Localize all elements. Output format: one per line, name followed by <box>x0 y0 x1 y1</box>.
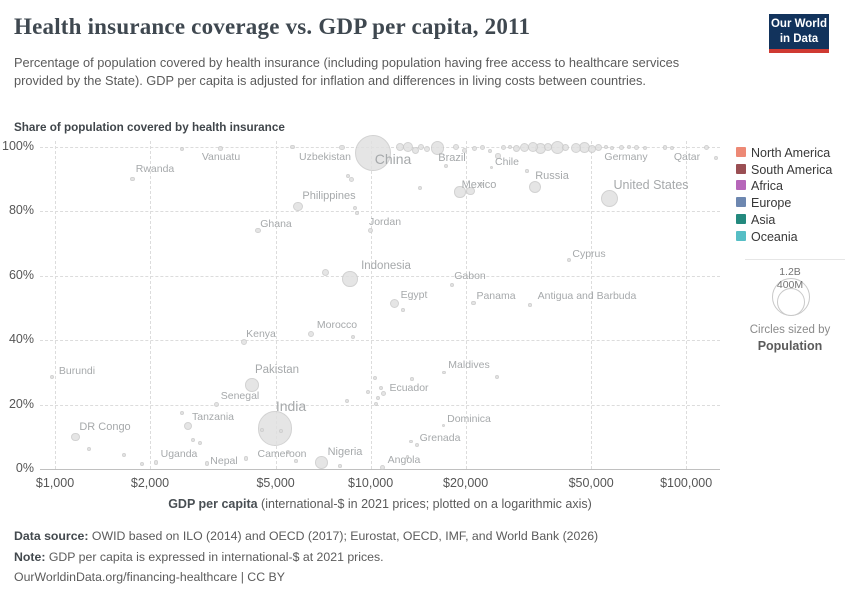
data-point-pakistan[interactable] <box>245 378 259 392</box>
country-label: Tanzania <box>191 411 235 423</box>
data-point[interactable] <box>444 164 448 168</box>
data-point-vanuatu[interactable] <box>218 146 223 151</box>
data-point[interactable] <box>396 143 404 151</box>
data-point-antigua-and-barbuda[interactable] <box>528 303 532 307</box>
data-point-dr-congo[interactable] <box>71 433 79 441</box>
data-point-chile[interactable] <box>495 153 500 158</box>
country-label: Vanuatu <box>201 151 241 163</box>
footer-source-text: OWID based on ILO (2014) and OECD (2017); Eurostat, OECD, IMF, and World Bank (2026) <box>88 529 599 543</box>
size-legend-inner-circle <box>777 288 805 316</box>
data-point[interactable] <box>714 156 718 160</box>
data-point-grenada[interactable] <box>409 440 413 444</box>
data-point-russia[interactable] <box>529 181 541 193</box>
country-label: Cameroon <box>257 448 307 460</box>
legend-label-south-america: South America <box>751 162 833 177</box>
data-point[interactable] <box>418 186 422 190</box>
footer-data-source <box>14 529 598 543</box>
data-point[interactable] <box>472 146 477 151</box>
country-label: Ecuador <box>389 382 429 394</box>
data-point[interactable] <box>528 142 538 152</box>
data-point[interactable] <box>501 145 506 150</box>
country-label: Morocco <box>316 319 358 331</box>
data-point-ecuador[interactable] <box>381 391 386 396</box>
size-legend-caption: Circles sized by <box>749 324 831 336</box>
data-point[interactable] <box>180 411 184 415</box>
data-point[interactable] <box>286 450 290 454</box>
data-point[interactable] <box>279 429 283 433</box>
country-label: India <box>275 398 307 414</box>
data-point-philippines[interactable] <box>293 202 303 212</box>
y-tick-label: 20% <box>8 396 34 411</box>
data-point-nepal[interactable] <box>205 461 210 466</box>
country-label: Qatar <box>673 151 701 163</box>
data-point[interactable] <box>322 269 329 276</box>
data-point-tanzania[interactable] <box>184 422 192 430</box>
data-point[interactable] <box>520 143 529 152</box>
data-point[interactable] <box>488 149 492 153</box>
x-tick-label: $20,000 <box>443 476 489 490</box>
data-point[interactable] <box>571 143 581 153</box>
x-gridline <box>55 141 56 469</box>
data-point-maldives[interactable] <box>442 371 446 375</box>
data-point[interactable] <box>453 144 459 150</box>
data-point-angola[interactable] <box>380 465 385 470</box>
data-point[interactable] <box>562 144 569 151</box>
footer-note-label: Note: <box>14 550 46 564</box>
country-label: Senegal <box>220 390 260 402</box>
country-label: Antigua and Barbuda <box>537 290 637 302</box>
country-label: Panama <box>476 290 516 302</box>
country-label: Mexico <box>461 179 497 191</box>
data-point[interactable] <box>338 464 342 468</box>
x-axis-title <box>40 497 720 511</box>
legend-label-asia: Asia <box>751 212 776 227</box>
data-point[interactable] <box>410 377 414 381</box>
x-axis-title-rest: (international-$ in 2021 prices; plotted on a logarithmic axis) <box>257 497 592 511</box>
legend-swatch-north-america <box>736 147 746 157</box>
country-label: Egypt <box>400 289 428 301</box>
country-label: Chile <box>495 156 519 168</box>
data-point[interactable] <box>418 144 424 150</box>
x-axis-title-bold: GDP per capita <box>168 497 258 511</box>
country-label: Cyprus <box>572 248 606 260</box>
data-point-egypt[interactable] <box>390 299 399 308</box>
data-point[interactable] <box>466 187 474 195</box>
data-point[interactable] <box>462 148 467 153</box>
data-point[interactable] <box>180 147 184 151</box>
data-point[interactable] <box>619 145 624 150</box>
data-point[interactable] <box>479 182 483 186</box>
legend-label-north-america: North America <box>751 146 831 160</box>
data-point[interactable] <box>373 376 377 380</box>
data-point[interactable] <box>374 402 378 406</box>
data-point[interactable] <box>353 206 357 210</box>
data-point-dominica[interactable] <box>442 424 446 428</box>
data-point[interactable] <box>670 146 674 150</box>
size-legend-outer-label: 1.2B <box>779 266 801 278</box>
owid-logo-line2: in Data <box>779 32 819 45</box>
data-point[interactable] <box>508 145 512 149</box>
x-gridline <box>150 141 151 469</box>
data-point[interactable] <box>290 145 295 150</box>
data-point[interactable] <box>424 146 430 152</box>
data-point-cameroon[interactable] <box>244 456 249 461</box>
country-label: Philippines <box>302 190 356 202</box>
footer-note <box>14 550 384 564</box>
legend-swatch-asia <box>736 214 746 224</box>
data-point[interactable] <box>140 462 144 466</box>
x-tick-label: $5,000 <box>256 476 295 490</box>
x-tick-label: $10,000 <box>348 476 394 490</box>
data-point-ghana[interactable] <box>255 228 260 233</box>
data-point[interactable] <box>604 145 608 149</box>
country-label: Gabon <box>454 270 486 282</box>
country-label: Indonesia <box>361 260 411 272</box>
y-tick-label: 60% <box>8 267 34 282</box>
y-tick-label: 40% <box>8 332 34 347</box>
data-point-indonesia[interactable] <box>342 271 357 286</box>
x-tick-label: $100,000 <box>660 476 713 490</box>
data-point-senegal[interactable] <box>214 402 219 407</box>
data-point[interactable] <box>198 441 202 445</box>
country-label: Germany <box>604 151 648 163</box>
data-point-germany[interactable] <box>595 144 602 151</box>
y-tick-label: 0% <box>15 461 34 475</box>
page-title: Health insurance coverage vs. GDP per capita, 2011 <box>14 14 531 39</box>
data-point-burundi[interactable] <box>50 375 54 379</box>
y-gridline <box>40 405 720 406</box>
footer-link[interactable]: OurWorldinData.org/financing-healthcare | CC BY <box>14 570 285 584</box>
legend-label-europe: Europe <box>751 196 792 211</box>
legend-label-oceania: Oceania <box>751 229 798 244</box>
country-label: Rwanda <box>135 163 175 175</box>
data-point[interactable] <box>406 455 410 459</box>
country-label: Nepal <box>210 455 238 467</box>
data-point-gabon[interactable] <box>450 283 454 287</box>
x-gridline <box>686 141 687 469</box>
data-point-nigeria[interactable] <box>315 456 328 469</box>
data-point[interactable] <box>351 335 355 339</box>
data-point[interactable] <box>634 145 639 150</box>
owid-logo-line1: Our World <box>770 18 827 30</box>
data-point-mexico[interactable] <box>454 186 465 197</box>
country-label: Kenya <box>246 328 276 340</box>
y-gridline <box>40 276 720 277</box>
y-tick-label: 80% <box>8 203 34 218</box>
size-legend-inner-label: 400M <box>776 279 804 291</box>
country-label: DR Congo <box>79 421 131 433</box>
data-point[interactable] <box>366 390 370 394</box>
x-gridline <box>591 141 592 469</box>
y-gridline <box>40 340 720 341</box>
data-point[interactable] <box>401 308 405 312</box>
data-point[interactable] <box>495 375 499 379</box>
legend-divider <box>745 259 845 260</box>
data-point-kenya[interactable] <box>241 339 247 345</box>
y-tick-label: 100% <box>2 139 34 153</box>
data-point-rwanda[interactable] <box>130 177 134 181</box>
data-point-morocco[interactable] <box>308 331 314 337</box>
data-point[interactable] <box>294 459 298 463</box>
country-label: Jordan <box>368 216 402 228</box>
data-point[interactable] <box>415 443 419 447</box>
data-point-jordan[interactable] <box>368 228 373 233</box>
data-point[interactable] <box>513 145 520 152</box>
footer-source-label: Data source: <box>14 529 89 543</box>
y-axis-title: Share of population covered by health insurance <box>14 121 285 134</box>
country-label: Russia <box>535 170 569 182</box>
x-tick-label: $2,000 <box>130 476 170 490</box>
data-point[interactable] <box>376 396 380 400</box>
data-point[interactable] <box>355 211 359 215</box>
data-point-brazil[interactable] <box>431 141 444 154</box>
data-point-uganda[interactable] <box>154 460 159 465</box>
y-gridline <box>40 211 720 212</box>
country-label: Brazil <box>438 152 466 164</box>
country-label: Uzbekistan <box>299 151 351 163</box>
data-point[interactable] <box>87 447 91 451</box>
footer-note-text: GDP per capita is expressed in international-$ at 2021 prices. <box>45 550 384 564</box>
owid-logo[interactable] <box>769 14 829 53</box>
data-point[interactable] <box>643 146 647 150</box>
data-point[interactable] <box>122 453 126 457</box>
data-point-uzbekistan[interactable] <box>339 145 344 150</box>
country-label: Dominica <box>447 413 491 425</box>
country-label: Maldives <box>448 359 490 371</box>
data-point[interactable] <box>627 145 631 149</box>
data-point[interactable] <box>490 166 493 169</box>
x-tick-label: $50,000 <box>568 476 614 490</box>
data-point-cyprus[interactable] <box>567 258 571 262</box>
country-label: Angola <box>387 454 421 466</box>
country-label: China <box>374 151 412 167</box>
country-label: Uganda <box>160 448 198 460</box>
data-point-panama[interactable] <box>471 301 476 306</box>
x-gridline <box>371 141 372 469</box>
data-point[interactable] <box>191 438 195 442</box>
data-point[interactable] <box>525 169 529 173</box>
country-label: Pakistan <box>254 364 300 376</box>
data-point[interactable] <box>480 145 485 150</box>
page-subtitle: Percentage of population covered by health insurance (including population having free access to healthcare services provided by the State). GDP per capita is adjusted for inflation and differences in living costs between countries. <box>14 55 680 88</box>
country-label: Ghana <box>260 218 292 230</box>
legend-swatch-europe <box>736 197 746 207</box>
legend-label-africa: Africa <box>751 179 783 194</box>
x-tick-label: $1,000 <box>35 476 75 490</box>
data-point[interactable] <box>610 146 614 150</box>
data-point[interactable] <box>345 399 349 403</box>
data-point-qatar[interactable] <box>663 145 667 149</box>
legend-swatch-south-america <box>736 164 746 174</box>
size-legend-caption-bold: Population <box>757 339 823 353</box>
data-point-china[interactable] <box>355 135 391 171</box>
country-label: Burundi <box>58 365 96 377</box>
data-point[interactable] <box>704 145 709 150</box>
legend-swatch-africa <box>736 180 746 190</box>
country-label: Nigeria <box>327 446 363 458</box>
data-point[interactable] <box>379 386 383 390</box>
legend-swatch-oceania <box>736 231 746 241</box>
country-label: United States <box>613 178 689 192</box>
country-label: Grenada <box>419 432 461 444</box>
data-point-united-states[interactable] <box>601 190 618 207</box>
